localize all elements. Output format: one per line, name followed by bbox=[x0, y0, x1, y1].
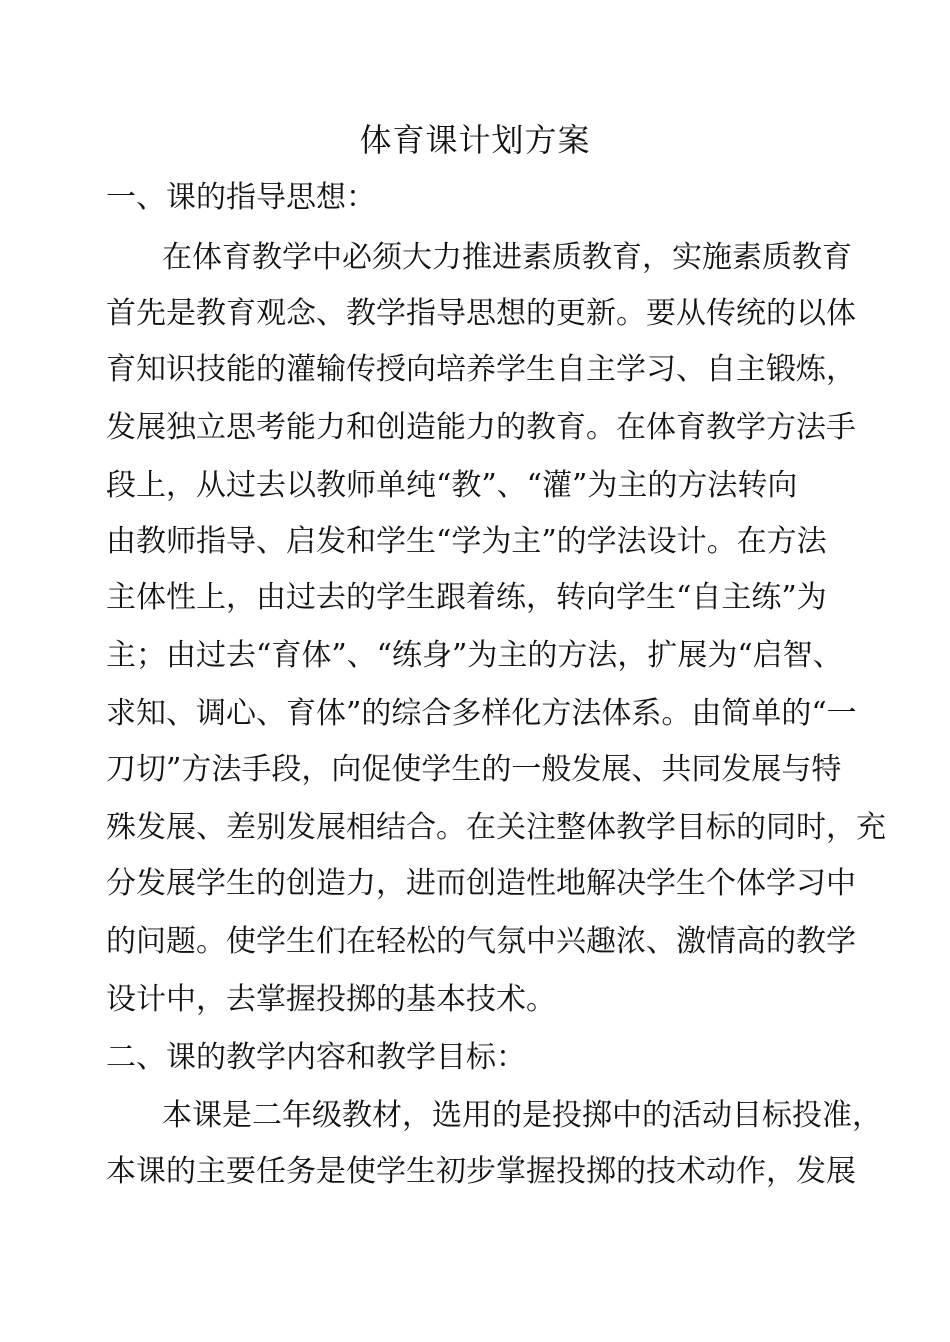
paragraph-line: 的问题。使学生们在轻松的气氛中兴趣浓、激情高的教学 bbox=[106, 924, 856, 959]
paragraph-line: 发展独立思考能力和创造能力的教育。在体育教学方法手 bbox=[106, 410, 856, 445]
paragraph-line: 求知、调心、育体”的综合多样化方法体系。由简单的“一 bbox=[106, 696, 857, 731]
paragraph-line: 设计中，去掌握投掷的基本技术。 bbox=[106, 982, 556, 1017]
paragraph-line: 分发展学生的创造力，进而创造性地解决学生个体学习中 bbox=[106, 866, 856, 901]
paragraph-line: 刀切”方法手段，向促使学生的一般发展、共同发展与特 bbox=[106, 752, 842, 787]
paragraph-line: 主体性上，由过去的学生跟着练，转向学生“自主练”为 bbox=[106, 580, 827, 615]
paragraph-line: 育知识技能的灌输传授向培养学生自主学习、自主锻炼， bbox=[106, 352, 856, 387]
section-heading-guiding-ideology: 一、课的指导思想： bbox=[106, 180, 376, 215]
paragraph-line: 殊发展、差别发展相结合。在关注整体教学目标的同时，充 bbox=[106, 810, 886, 845]
paragraph-line: 由教师指导、启发和学生“学为主”的学法设计。在方法 bbox=[106, 524, 827, 559]
paragraph-line: 段上，从过去以教师单纯“教”、“灌”为主的方法转向 bbox=[106, 468, 798, 503]
paragraph-line: 首先是教育观念、教学指导思想的更新。要从传统的以体 bbox=[106, 296, 856, 331]
paragraph-line: 在体育教学中必须大力推进素质教育，实施素质教育 bbox=[162, 240, 852, 275]
paragraph-line: 本课是二年级教材，选用的是投掷中的活动目标投准， bbox=[162, 1098, 882, 1133]
paragraph-line: 本课的主要任务是使学生初步掌握投掷的技术动作，发展 bbox=[106, 1154, 856, 1189]
paragraph-line: 主；由过去“育体”、“练身”为主的方法，扩展为“启智、 bbox=[106, 638, 843, 673]
document-title: 体育课计划方案 bbox=[359, 121, 591, 159]
section-heading-content-and-goals: 二、课的教学内容和教学目标： bbox=[106, 1040, 526, 1075]
